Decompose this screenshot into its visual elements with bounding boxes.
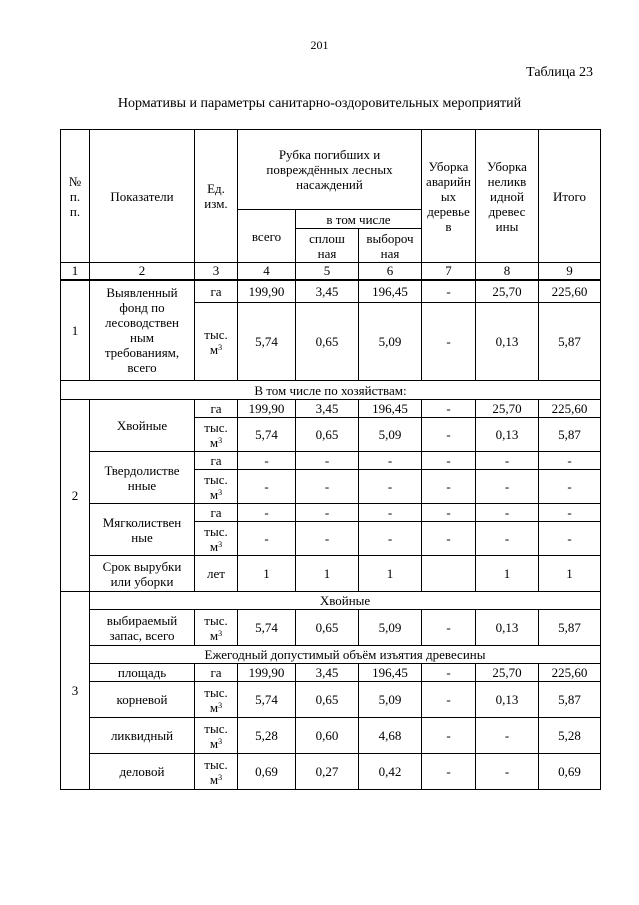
value-cell: 25,70	[476, 280, 539, 303]
value-cell: 196,45	[359, 280, 422, 303]
value-cell: 5,28	[238, 718, 296, 754]
unit-m: м	[209, 486, 219, 502]
value-cell: 225,60	[539, 280, 601, 303]
annual-volume-label: Ежегодный допустимый объём изъятия древесины	[90, 646, 601, 664]
column-number: 4	[238, 263, 296, 280]
unit-ths: тыс.	[204, 523, 228, 539]
header-felling-line: повреждённых лесных	[266, 162, 393, 177]
value-cell: 0,13	[476, 610, 539, 646]
unit-ths: тыс.	[204, 756, 228, 772]
value-cell: -	[476, 754, 539, 790]
section-number: 1	[61, 280, 90, 381]
value-cell: 0,69	[238, 754, 296, 790]
header-windfall-line: в	[445, 218, 452, 234]
indicator-label: деловой	[90, 754, 195, 790]
column-number: 2	[90, 263, 195, 280]
header-num-line: №	[68, 173, 82, 189]
unit-cell: га	[195, 664, 238, 682]
table-row	[61, 682, 601, 718]
value-cell: 199,90	[238, 664, 296, 682]
value-cell: -	[296, 470, 359, 504]
header-deadwood-line: Уборка	[487, 158, 527, 174]
value-cell: -	[422, 400, 476, 418]
value-cell: -	[359, 504, 422, 522]
table-row	[61, 400, 601, 418]
unit-cell: га	[195, 504, 238, 522]
indicator-label: корневой	[90, 682, 195, 718]
value-cell: 0,27	[296, 754, 359, 790]
value-cell: 196,45	[359, 400, 422, 418]
unit-m: м	[209, 627, 219, 643]
value-cell: -	[422, 280, 476, 303]
value-cell: 0,65	[296, 418, 359, 452]
unit-cell: га	[195, 452, 238, 470]
value-cell: 0,65	[296, 682, 359, 718]
conifers-label: Хвойные	[90, 592, 601, 610]
value-cell: 5,87	[539, 610, 601, 646]
header-selective-line: ная	[380, 245, 400, 261]
value-cell: -	[422, 470, 476, 504]
unit-exp: 3	[218, 435, 223, 445]
value-cell: -	[359, 470, 422, 504]
value-cell: -	[476, 452, 539, 470]
value-cell: -	[422, 504, 476, 522]
value-cell	[422, 556, 476, 592]
value-cell: -	[296, 522, 359, 556]
value-cell: -	[296, 452, 359, 470]
table-row	[61, 754, 601, 790]
value-cell: -	[296, 504, 359, 522]
column-number: 9	[539, 263, 601, 280]
value-cell: 5,74	[238, 610, 296, 646]
unit-m: м	[209, 699, 219, 715]
header-num-line: п.	[69, 188, 81, 204]
unit-exp: 3	[218, 342, 223, 352]
label-line: выбираемый	[106, 612, 178, 628]
header-felling-line: насаждений	[296, 177, 363, 192]
unit-cell	[195, 418, 238, 452]
unit-exp: 3	[218, 487, 223, 497]
value-cell: -	[476, 522, 539, 556]
header-felling-line: Рубка погибших и	[278, 147, 381, 162]
label-line: Твердолистве	[104, 462, 180, 478]
header-num	[61, 130, 90, 263]
subheader-row	[61, 646, 601, 664]
header-unit	[195, 130, 238, 263]
unit-ths: тыс.	[204, 684, 228, 700]
label-line: Срок вырубки	[102, 558, 182, 574]
subheader-row	[61, 592, 601, 610]
value-cell: -	[359, 522, 422, 556]
measures-table	[60, 129, 601, 790]
value-cell: 199,90	[238, 280, 296, 303]
value-cell: -	[422, 522, 476, 556]
value-cell: -	[539, 452, 601, 470]
table-row	[61, 280, 601, 303]
value-cell: -	[422, 418, 476, 452]
label-line: лесоводствен	[105, 315, 179, 331]
value-cell: 1	[476, 556, 539, 592]
unit-cell	[195, 718, 238, 754]
value-cell: 4,68	[359, 718, 422, 754]
section-number: 2	[61, 400, 90, 592]
value-cell: 0,13	[476, 303, 539, 381]
header-windfall-line: аварийн	[426, 173, 471, 189]
value-cell: 0,60	[296, 718, 359, 754]
value-cell: 225,60	[539, 664, 601, 682]
header-windfall-line: ых	[440, 188, 457, 204]
indicator-label	[90, 452, 195, 504]
value-cell: -	[422, 452, 476, 470]
indicator-label: площадь	[90, 664, 195, 682]
table-row	[61, 610, 601, 646]
header-windfall-line: Уборка	[428, 158, 469, 174]
value-cell: -	[422, 754, 476, 790]
value-cell: 1	[539, 556, 601, 592]
unit-cell	[195, 682, 238, 718]
header-unit-line: Ед.	[207, 181, 225, 196]
unit-m: м	[209, 434, 219, 450]
unit-m: м	[209, 341, 219, 357]
header-deadwood-line: неликв	[487, 173, 527, 189]
header-deadwood	[476, 130, 539, 263]
indicator-label	[90, 504, 195, 556]
subheader-row	[61, 381, 601, 400]
unit-ths: тыс.	[204, 471, 228, 487]
unit-exp: 3	[218, 539, 223, 549]
value-cell: 0,13	[476, 682, 539, 718]
value-cell: 0,42	[359, 754, 422, 790]
value-cell: 199,90	[238, 400, 296, 418]
label-line: запас, всего	[109, 627, 175, 643]
value-cell: 5,28	[539, 718, 601, 754]
unit-cell: га	[195, 280, 238, 303]
unit-exp: 3	[218, 772, 223, 782]
value-cell: 3,45	[296, 280, 359, 303]
by-farms-label: В том числе по хозяйствам:	[61, 381, 601, 400]
column-number: 3	[195, 263, 238, 280]
indicator-label	[90, 280, 195, 381]
value-cell: 196,45	[359, 664, 422, 682]
value-cell: 5,87	[539, 303, 601, 381]
column-number: 5	[296, 263, 359, 280]
header-unit-line: изм.	[204, 196, 228, 211]
indicator-label	[90, 610, 195, 646]
column-number: 8	[476, 263, 539, 280]
unit-cell: га	[195, 400, 238, 418]
value-cell: -	[359, 452, 422, 470]
value-cell: 25,70	[476, 664, 539, 682]
value-cell: 5,74	[238, 418, 296, 452]
value-cell: -	[238, 504, 296, 522]
value-cell: 0,69	[539, 754, 601, 790]
indicator-label: ликвидный	[90, 718, 195, 754]
value-cell: -	[476, 504, 539, 522]
label-line: фонд по	[119, 300, 165, 316]
unit-ths: тыс.	[204, 419, 228, 435]
header-including: в том числе	[296, 210, 422, 229]
value-cell: -	[422, 303, 476, 381]
column-number: 6	[359, 263, 422, 280]
value-cell: 5,74	[238, 682, 296, 718]
header-deadwood-line: древес	[488, 203, 526, 219]
value-cell: 5,09	[359, 682, 422, 718]
header-deadwood-line: ины	[495, 218, 519, 234]
value-cell: -	[476, 718, 539, 754]
section-number: 3	[61, 592, 90, 790]
header-total-felling: всего	[238, 210, 296, 263]
unit-exp: 3	[218, 700, 223, 710]
value-cell: 0,65	[296, 610, 359, 646]
table-caption: Таблица 23	[526, 65, 593, 80]
column-number: 7	[422, 263, 476, 280]
header-windfall	[422, 130, 476, 263]
header-indicator: Показатели	[90, 130, 195, 263]
unit-ths: тыс.	[204, 326, 228, 342]
value-cell: -	[539, 522, 601, 556]
indicator-label: Хвойные	[90, 400, 195, 452]
header-clear-line: сплош	[309, 230, 345, 246]
value-cell: 0,13	[476, 418, 539, 452]
value-cell: -	[422, 664, 476, 682]
value-cell: 5,74	[238, 303, 296, 381]
header-num-line: п.	[69, 203, 81, 219]
value-cell: 0,65	[296, 303, 359, 381]
column-number: 1	[61, 263, 90, 280]
value-cell: -	[422, 610, 476, 646]
column-numbers-row	[61, 263, 601, 280]
label-line: требованиям,	[104, 345, 180, 361]
unit-cell	[195, 610, 238, 646]
document-title: Нормативы и параметры санитарно-оздоровительных мероприятий	[117, 96, 522, 111]
value-cell: 5,87	[539, 418, 601, 452]
table-row	[61, 556, 601, 592]
label-line: ным	[130, 330, 154, 346]
header-felling	[238, 130, 422, 210]
header-clear-line: ная	[317, 245, 337, 261]
unit-cell	[195, 522, 238, 556]
label-line: Мягколиствен	[102, 514, 182, 530]
unit-cell: лет	[195, 556, 238, 592]
table-row	[61, 664, 601, 682]
value-cell: -	[422, 682, 476, 718]
header-windfall-line: деревье	[427, 203, 470, 219]
table-row	[61, 718, 601, 754]
unit-m: м	[209, 735, 219, 751]
value-cell: -	[238, 522, 296, 556]
unit-ths: тыс.	[204, 720, 228, 736]
value-cell: -	[238, 470, 296, 504]
value-cell: 1	[238, 556, 296, 592]
value-cell: -	[476, 470, 539, 504]
table-row	[61, 452, 601, 470]
value-cell: 5,09	[359, 418, 422, 452]
unit-exp: 3	[218, 736, 223, 746]
value-cell: 3,45	[296, 664, 359, 682]
value-cell: 1	[296, 556, 359, 592]
value-cell: 25,70	[476, 400, 539, 418]
value-cell: 225,60	[539, 400, 601, 418]
value-cell: -	[238, 452, 296, 470]
value-cell: 5,87	[539, 682, 601, 718]
label-line: нные	[127, 477, 157, 493]
header-total: Итого	[539, 130, 601, 263]
header-selective	[359, 229, 422, 263]
unit-exp: 3	[218, 628, 223, 638]
page-number: 201	[310, 38, 329, 52]
unit-cell	[195, 470, 238, 504]
unit-cell	[195, 754, 238, 790]
header-selective-line: выбороч	[366, 230, 414, 246]
unit-m: м	[209, 771, 219, 787]
header-row	[61, 130, 601, 210]
value-cell: -	[539, 504, 601, 522]
table-row	[61, 504, 601, 522]
label-line: ные	[131, 529, 153, 545]
indicator-label	[90, 556, 195, 592]
label-line: Выявленный	[106, 285, 178, 301]
label-line: всего	[127, 360, 157, 376]
value-cell: -	[539, 470, 601, 504]
value-cell: 5,09	[359, 303, 422, 381]
value-cell: 1	[359, 556, 422, 592]
unit-ths: тыс.	[204, 612, 228, 628]
value-cell: -	[422, 718, 476, 754]
header-deadwood-line: идной	[490, 188, 524, 204]
unit-cell	[195, 303, 238, 381]
value-cell: 5,09	[359, 610, 422, 646]
header-clear	[296, 229, 359, 263]
label-line: или уборки	[110, 573, 174, 589]
value-cell: 3,45	[296, 400, 359, 418]
unit-m: м	[209, 538, 219, 554]
